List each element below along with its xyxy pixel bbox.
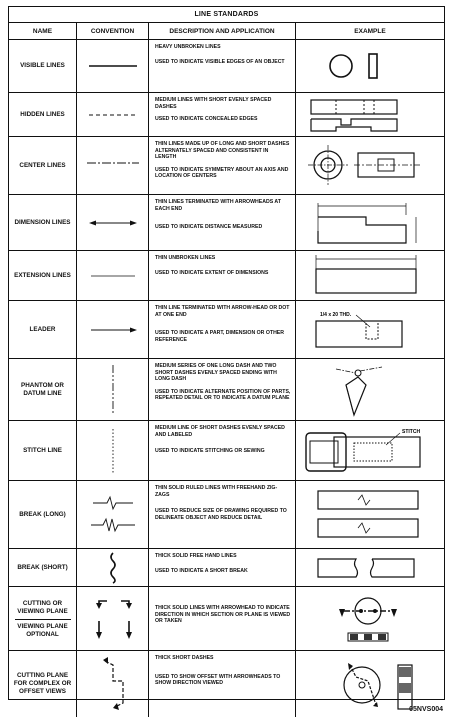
visible-line-example <box>296 40 444 93</box>
table-row <box>9 301 444 359</box>
row-name: DIMENSION LINES <box>9 195 77 250</box>
row-name: CUTTING OR VIEWING PLANE VIEWING PLANE OPTIONAL <box>9 587 77 650</box>
example-cell <box>296 421 444 480</box>
phantom-line-example <box>296 359 444 421</box>
cutting-plane-symbol <box>77 587 149 651</box>
convention-cell <box>77 359 149 420</box>
header-convention: CONVENTION <box>77 23 149 39</box>
table-row <box>9 587 444 651</box>
table-row <box>9 195 444 251</box>
header-description: DESCRIPTION AND APPLICATION <box>149 23 296 39</box>
extension-line-symbol <box>77 251 149 301</box>
example-cell <box>296 301 444 358</box>
stitch-line-example <box>296 421 444 481</box>
table-row <box>9 137 444 195</box>
hidden-line-example <box>296 93 444 137</box>
convention-cell <box>77 93 149 136</box>
row-name: EXTENSION LINES <box>9 251 77 300</box>
break-short-symbol <box>77 549 149 587</box>
convention-cell <box>77 421 149 480</box>
convention-cell <box>77 40 149 92</box>
example-cell <box>296 195 444 250</box>
row-name: BREAK (LONG) <box>9 481 77 548</box>
description-cell: THIN LINES TERMINATED WITH ARROWHEADS AT EACH END USED TO INDICATE DISTANCE MEASURED <box>149 195 296 250</box>
table-title: LINE STANDARDS <box>9 7 444 23</box>
example-cell <box>296 587 444 650</box>
leader-symbol <box>77 301 149 359</box>
center-line-symbol <box>77 137 149 195</box>
break-long-symbol <box>77 481 149 549</box>
row-name: LEADER <box>9 301 77 358</box>
visible-line-symbol <box>77 40 149 93</box>
convention-cell <box>77 651 149 717</box>
row-name: PHANTOM OR DATUM LINE <box>9 359 77 420</box>
break-short-example <box>296 549 444 587</box>
description-cell: THICK SOLID LINES WITH ARROWHEAD TO INDICATE DIRECTION IN WHICH SECTION OR PLANE IS VIEWED OR TAKEN <box>149 587 296 650</box>
header-name: NAME <box>9 23 77 39</box>
offset-cutting-plane-symbol <box>77 651 149 717</box>
example-cell <box>296 40 444 92</box>
example-cell <box>296 137 444 194</box>
description-cell: MEDIUM LINES WITH SHORT EVENLY SPACED DASHES USED TO INDICATE CONCEALED EDGES <box>149 93 296 136</box>
break-long-example <box>296 481 444 549</box>
extension-line-example <box>296 251 444 301</box>
description-cell: THIN SOLID RULED LINES WITH FREEHAND ZIG-ZAGS USED TO REDUCE SIZE OF DRAWING REQUIRED TO DELINEATE OBJECT AND REDUCE DETAIL <box>149 481 296 548</box>
table-row <box>9 359 444 421</box>
example-cell <box>296 481 444 548</box>
convention-cell <box>77 587 149 650</box>
example-cell <box>296 549 444 586</box>
row-name: CUTTING PLANE FOR COMPLEX OR OFFSET VIEWS <box>9 651 77 717</box>
table-row <box>9 421 444 481</box>
description-cell: THIN UNBROKEN LINES USED TO INDICATE EXTENT OF DIMENSIONS <box>149 251 296 300</box>
example-cell <box>296 251 444 300</box>
hidden-line-symbol <box>77 93 149 137</box>
table-row <box>9 481 444 549</box>
dimension-line-symbol <box>77 195 149 251</box>
header-example: EXAMPLE <box>354 27 386 35</box>
description-cell: THICK SOLID FREE HAND LINES USED TO INDICATE A SHORT BREAK <box>149 549 296 586</box>
application-text: USED TO INDICATE VISIBLE EDGES OF AN OBJECT <box>155 58 285 65</box>
stitch-line-symbol <box>77 421 149 481</box>
dimension-line-example <box>296 195 444 251</box>
description-cell <box>149 40 296 92</box>
leader-example <box>296 301 444 359</box>
description-text: HEAVY UNBROKEN LINES <box>155 44 221 50</box>
convention-cell <box>77 301 149 358</box>
convention-cell <box>77 549 149 586</box>
table-row <box>9 549 444 587</box>
cutting-plane-example <box>296 587 444 651</box>
convention-cell <box>77 195 149 250</box>
convention-cell <box>77 251 149 300</box>
table-row <box>9 40 444 93</box>
phantom-line-symbol <box>77 359 149 421</box>
table-row <box>9 651 444 717</box>
description-cell: MEDIUM LINE OF SHORT DASHES EVENLY SPACED AND LABELED USED TO INDICATE STITCHING OR SEWING <box>149 421 296 480</box>
convention-cell <box>77 481 149 548</box>
stitch-label: STITCH <box>402 429 421 435</box>
example-cell <box>296 93 444 136</box>
description-cell: THIN LINES MADE UP OF LONG AND SHORT DASHES ALTERNATELY SPACED AND CONSISTENT IN LENGTH USED TO INDICATE SYMMETRY ABOUT AN AXIS AND LOCATION OF CENTERS <box>149 137 296 194</box>
header-row <box>9 23 444 40</box>
leader-dimension-label: 1/4 x 20 THD. <box>320 312 352 318</box>
center-line-example <box>296 137 444 195</box>
description-cell: THIN LINE TERMINATED WITH ARROW-HEAD OR DOT AT ONE END USED TO INDICATE A PART, DIMENSION OR OTHER REFERENCE <box>149 301 296 358</box>
description-cell: MEDIUM SERIES OF ONE LONG DASH AND TWO SHORT DASHES EVENLY SPACED ENDING WITH LONG DASH USED TO INDICATE ALTERNATE POSITION OF PARTS, REPEATED DETAIL OR TO INDICATE A DATUM PLANE <box>149 359 296 420</box>
row-name: BREAK (SHORT) <box>9 549 77 586</box>
row-name: VISIBLE LINES <box>9 40 77 92</box>
row-name: STITCH LINE <box>9 421 77 480</box>
line-standards-table <box>8 6 445 700</box>
table-row <box>9 251 444 301</box>
convention-cell <box>77 137 149 194</box>
row-name: HIDDEN LINES <box>9 93 77 136</box>
figure-code: 05NVS004 <box>409 706 443 713</box>
table-row <box>9 93 444 137</box>
example-cell <box>296 359 444 420</box>
row-name: CENTER LINES <box>9 137 77 194</box>
description-cell: THICK SHORT DASHES USED TO SHOW OFFSET WITH ARROWHEADS TO SHOW DIRECTION VIEWED <box>149 651 296 717</box>
